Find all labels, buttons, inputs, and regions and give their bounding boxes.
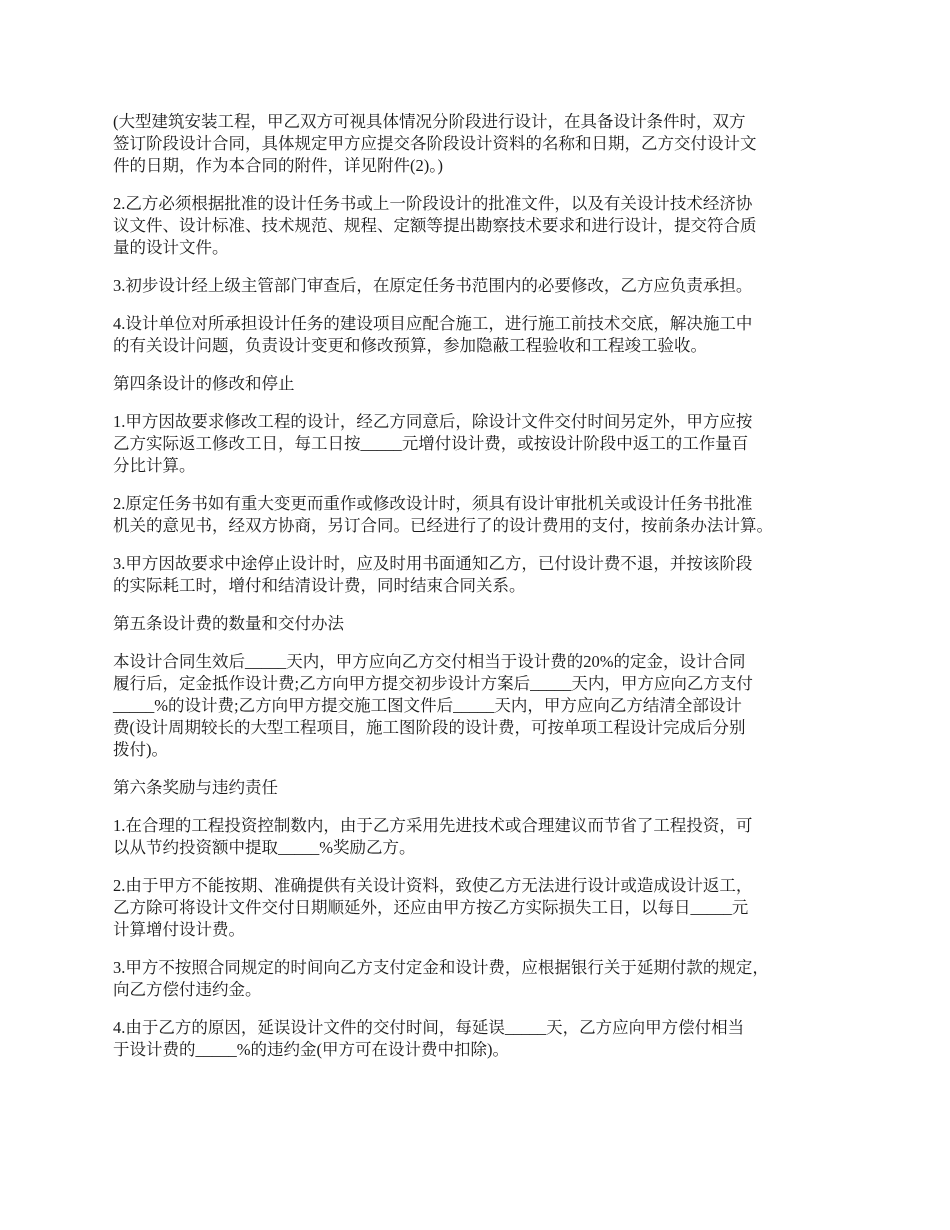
- paragraph-clause-3: 3.初步设计经上级主管部门审查后，在原定任务书范围内的必要修改，乙方应负责承担。: [113, 276, 753, 295]
- paragraph-article-6-item-4: 4.由于乙方的原因，延误设计文件的交付时间，每延误_____天，乙方应向甲方偿付相当 于设计费的_____%的违约金(甲方可在设计费中扣除)。: [113, 1018, 745, 1059]
- paragraph-clause-4: 4.设计单位对所承担设计任务的建设项目应配合施工，进行施工前技术交底，解决施工中 的有关设计问题，负责设计变更和修改预算，参加隐蔽工程验收和工程竣工验收。: [113, 314, 753, 355]
- article-4-heading: 第四条设计的修改和停止: [113, 374, 295, 393]
- document-body: [113, 111, 853, 1077]
- paragraph-article-5-body: 本设计合同生效后_____天内，甲方应向乙方交付相当于设计费的20%的定金，设计合同 履行后，定金抵作设计费;乙方向甲方提交初步设计方案后_____天内，甲方应向乙方支付 _____%的设计费;乙方向甲方提交施工图文件后_____天内，甲方应向乙方结清全部设计 费(设计周期较长的大型工程项目，施工图阶段的设计费，可按单项工程设计完成后分别 拨付)。: [113, 652, 753, 759]
- paragraph-clause-2: 2.乙方必须根据批准的设计任务书或上一阶段设计的批准文件，以及有关设计技术经济协 议文件、设计标准、技术规范、规程、定额等提出勘察技术要求和进行设计，提交符合质 量的设计文件。: [113, 194, 757, 257]
- paragraph-article-4-item-2: 2.原定任务书如有重大变更而重作或修改设计时，须具有设计审批机关或设计任务书批准 机关的意见书，经双方协商，另订合同。已经进行了的设计费用的支付，按前条办法计算。: [113, 494, 773, 535]
- paragraph-article-4-item-1: 1.甲方因故要求修改工程的设计，经乙方同意后，除设计文件交付时间另定外，甲方应按 乙方实际返工修改工日，每工日按_____元增付设计费，或按设计阶段中返工的工作量百 分比计算。: [113, 412, 753, 475]
- paragraph-staged-design-note: (大型建筑安装工程，甲乙双方可视具体情况分阶段进行设计，在具备设计条件时，双方 签订阶段设计合同，具体规定甲方应提交各阶段设计资料的名称和日期，乙方交付设计文 件的日期，作为本合同的附件，详见附件(2)。): [113, 112, 757, 175]
- paragraph-article-6-item-1: 1.在合理的工程投资控制数内，由于乙方采用先进技术或合理建议而节省了工程投资，可 以从节约投资额中提取_____%奖励乙方。: [113, 816, 753, 857]
- article-6-heading: 第六条奖励与违约责任: [113, 778, 278, 797]
- paragraph-article-4-item-3: 3.甲方因故要求中途停止设计时，应及时用书面通知乙方，已付设计费不退，并按该阶段 的实际耗工时，增付和结清设计费，同时结束合同关系。: [113, 554, 753, 595]
- paragraph-article-6-item-2: 2.由于甲方不能按期、准确提供有关设计资料，致使乙方无法进行设计或造成设计返工， 乙方除可将设计文件交付日期顺延外，还应由甲方按乙方实际损失工日，以每日_____元 计算增付设计费。: [113, 876, 753, 939]
- paragraph-article-6-item-3: 3.甲方不按照合同规定的时间向乙方支付定金和设计费，应根据银行关于延期付款的规定， 向乙方偿付违约金。: [113, 958, 769, 999]
- article-5-heading: 第五条设计费的数量和交付办法: [113, 614, 344, 633]
